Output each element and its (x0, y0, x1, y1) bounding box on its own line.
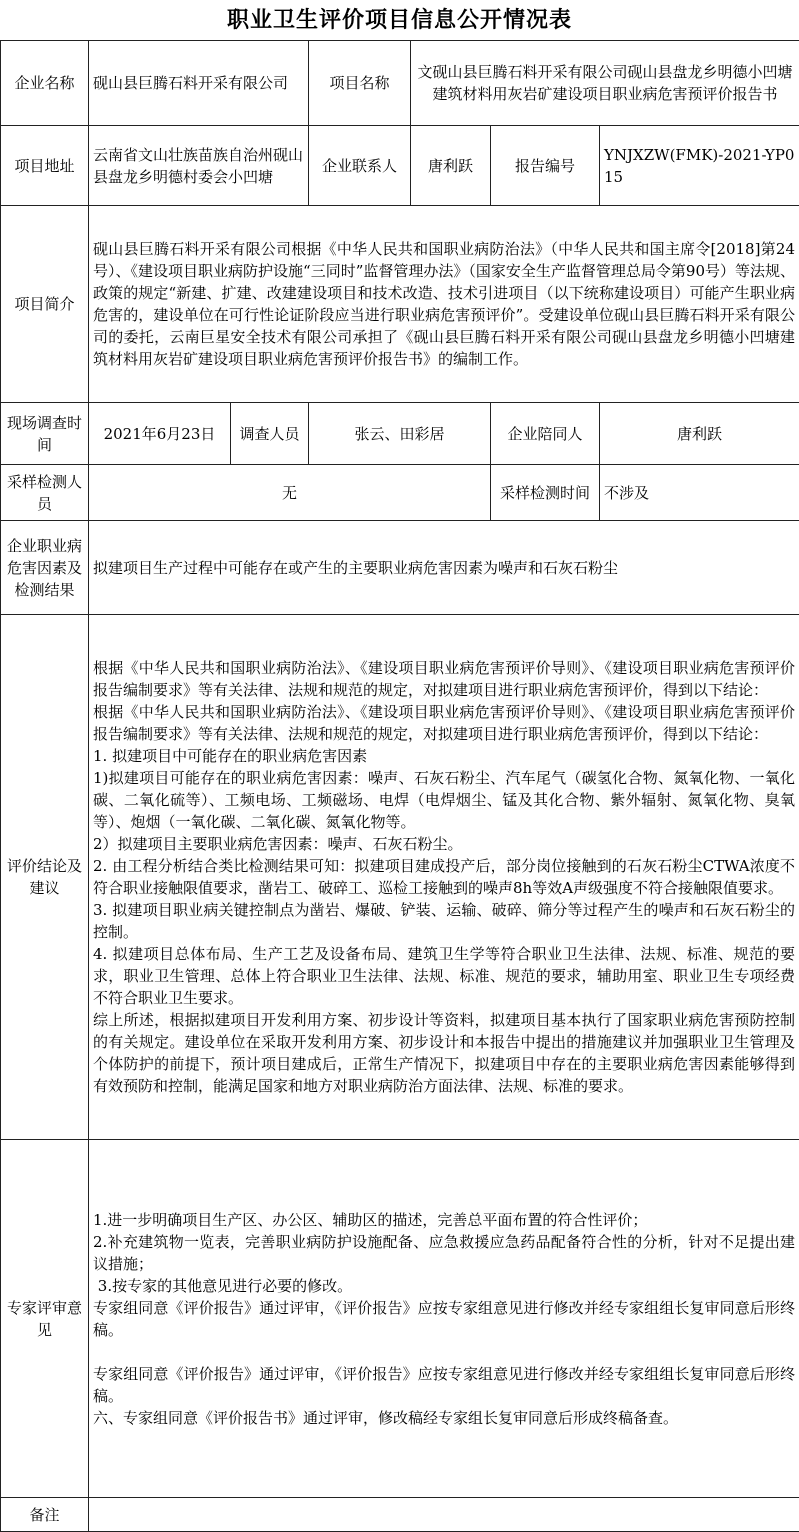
expert-item: 专家组同意《评价报告》通过评审，《评价报告》应按专家组意见进行修改并经专家组组长复审同意后形终稿。 (93, 1364, 796, 1405)
row-enterprise (1, 41, 799, 126)
row-sampling (1, 465, 799, 521)
conclusion-text (89, 615, 799, 1140)
info-table (0, 40, 799, 1532)
conclusion-paragraph: 3. 拟建项目职业病关键控制点为凿岩、爆破、铲装、运输、破碎、筛分等过程产生的噪声和石灰石粉尘的控制。 (93, 901, 796, 941)
expert-item: 2.补充建筑物一览表，完善职业病防护设施配备、应急救援应急药品配备符合性的分析，针对不足提出建议措施； (93, 1232, 796, 1273)
sampling-time-label: 采样检测时间 (491, 465, 600, 521)
row-hazards (1, 521, 799, 615)
conclusion-paragraph: 1. 拟建项目中可能存在的职业病危害因素 (93, 747, 368, 765)
report-number-label: 报告编号 (491, 126, 600, 206)
intro-text: 砚山县巨腾石料开采有限公司根据《中华人民共和国职业病防治法》（中华人民共和国主席令[2018]第24号）、《建设项目职业病防护设施“三同时”监督管理办法》（国家安全生产监督管理总局令第90号）等法规、政策的规定“新建、扩建、改建建设项目和技术改造、技术引进项目（以下统称建设项目）可能产生职业病危害的，建设单位在可行性论证阶段应当进行职业病危害预评价”。受建设单位砚山县巨腾石料开采有限公司的委托，云南巨星安全技术有限公司承担了《砚山县巨腾石料开采有限公司砚山县盘龙乡明德小凹塘建筑材料用灰岩矿建设项目职业病危害预评价报告书》的编制工作。 (89, 206, 799, 403)
sampling-time-value: 不涉及 (600, 465, 799, 521)
conclusion-paragraph: 根据《中华人民共和国职业病防治法》、《建设项目职业病危害预评价导则》、《建设项目职业病危害预评价报告编制要求》等有关法律、法规和规范的规定，对拟建项目进行职业病危害预评价，得到以下结论： (93, 659, 796, 699)
enterprise-label: 企业名称 (1, 41, 89, 126)
row-expert (1, 1140, 799, 1498)
expert-item: 3.按专家的其他意见进行必要的修改。 (93, 1276, 353, 1295)
expert-blank-line (93, 1341, 795, 1363)
address-label: 项目地址 (1, 126, 89, 206)
remark-label: 备注 (1, 1498, 89, 1532)
row-intro (1, 206, 799, 403)
hazards-text: 拟建项目生产过程中可能存在或产生的主要职业病危害因素为噪声和石灰石粉尘 (89, 521, 799, 615)
expert-item: 1.进一步明确项目生产区、办公区、辅助区的描述，完善总平面布置的符合性评价； (93, 1210, 648, 1229)
intro-label: 项目简介 (1, 206, 89, 403)
expert-item: 专家组同意《评价报告》通过评审，《评价报告》应按专家组意见进行修改并经专家组组长复审同意后形终稿。 (93, 1298, 796, 1339)
surveyor-value: 张云、田彩居 (309, 403, 491, 465)
project-name-value: 文砚山县巨腾石料开采有限公司砚山县盘龙乡明德小凹塘建筑材料用灰岩矿建设项目职业病危害预评价报告书 (411, 41, 799, 126)
conclusion-paragraph: 4. 拟建项目总体布局、生产工艺及设备布局、建筑卫生学等符合职业卫生法律、法规、标准、规范的要求，职业卫生管理、总体上符合职业卫生法律、法规、标准、规范的要求，辅助用室、职业卫生专项经费不符合职业卫生要求。 (93, 945, 796, 1007)
report-number-value: YNJXZW(FMK)-2021-YP015 (600, 126, 799, 206)
address-value: 云南省文山壮族苗族自治州砚山县盘龙乡明德村委会小凹塘 (89, 126, 309, 206)
conclusion-paragraph: 1)拟建项目可能存在的职业病危害因素：噪声、石灰石粉尘、汽车尾气（碳氢化合物、氮氧化物、一氧化碳、二氧化硫等）、工频电场、工频磁场、电焊（电焊烟尘、锰及其化合物、紫外辐射、氮氧化物、臭氧等）、炮烟（一氧化碳、二氧化碳、氮氧化物等。 (93, 769, 796, 831)
row-remark (1, 1498, 799, 1532)
remark-value (89, 1498, 799, 1532)
sampling-staff-value: 无 (89, 465, 491, 521)
conclusion-paragraph: 根据《中华人民共和国职业病防治法》、《建设项目职业病危害预评价导则》、《建设项目职业病危害预评价报告编制要求》等有关法律、法规和规范的规定，对拟建项目进行职业病危害预评价，得到以下结论： (93, 703, 796, 743)
conclusion-paragraph: 2）拟建项目主要职业病危害因素：噪声、石灰石粉尘。 (93, 835, 463, 853)
expert-item: 六、专家组同意《评价报告书》通过评审，修改稿经专家组长复审同意后形成终稿备查。 (93, 1408, 679, 1427)
sampling-staff-label: 采样检测人员 (1, 465, 89, 521)
contact-value: 唐利跃 (411, 126, 491, 206)
expert-text (89, 1140, 799, 1498)
survey-time-label: 现场调查时间 (1, 403, 89, 465)
conclusion-paragraph: 2. 由工程分析结合类比检测结果可知：拟建项目建成投产后，部分岗位接触到的石灰石粉尘CTWA浓度不符合职业接触限值要求，凿岩工、破碎工、巡检工接触到的噪声8h等效A声级强度不符合接触限值要求。 (93, 857, 796, 897)
row-survey (1, 403, 799, 465)
conclusion-label: 评价结论及建议 (1, 615, 89, 1140)
conclusion-paragraph: 综上所述，根据拟建项目开发利用方案、初步设计等资料，拟建项目基本执行了国家职业病危害预防控制的有关规定。建设单位在采取开发利用方案、初步设计和本报告中提出的措施建议并加强职业卫生管理及个体防护的前提下，预计项目建成后，正常生产情况下，拟建项目中存在的主要职业病危害因素能够得到有效预防和控制，能满足国家和地方对职业病防治方面法律、法规、标准的要求。 (93, 1011, 796, 1095)
companion-label: 企业陪同人 (491, 403, 600, 465)
row-conclusion (1, 615, 799, 1140)
project-name-label: 项目名称 (309, 41, 411, 126)
row-address (1, 126, 799, 206)
companion-value: 唐利跃 (600, 403, 799, 465)
survey-time-value: 2021年6月23日 (89, 403, 231, 465)
page-title: 职业卫生评价项目信息公开情况表 (226, 7, 572, 33)
contact-label: 企业联系人 (309, 126, 411, 206)
expert-label: 专家评审意见 (1, 1140, 89, 1498)
enterprise-value: 砚山县巨腾石料开采有限公司 (89, 41, 309, 126)
surveyor-label: 调查人员 (231, 403, 309, 465)
hazards-label: 企业职业病危害因素及检测结果 (1, 521, 89, 615)
